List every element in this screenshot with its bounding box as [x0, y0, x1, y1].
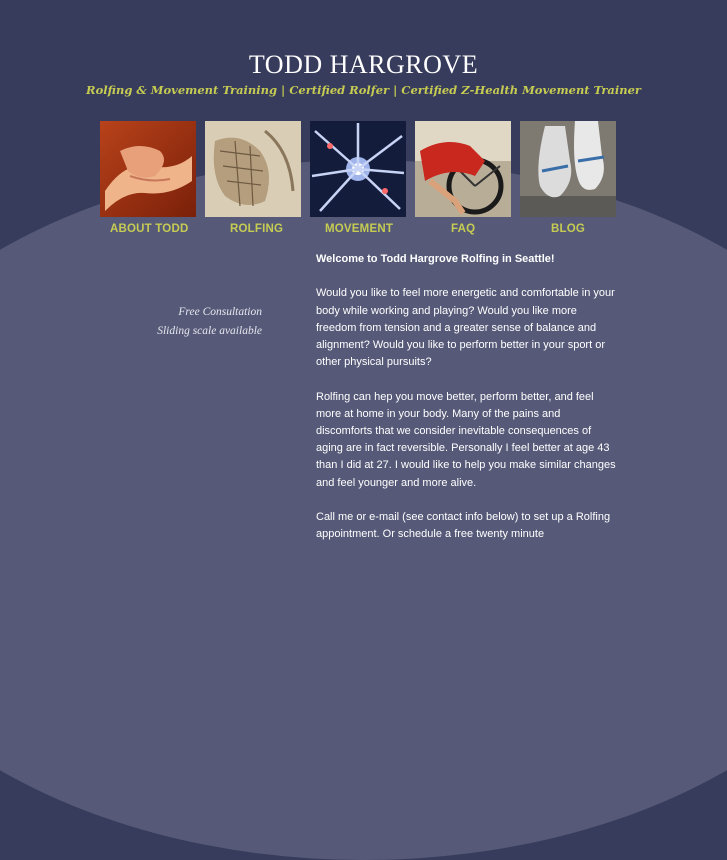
running-shoes-photo[interactable]	[520, 121, 616, 217]
nav-label[interactable]: FAQ	[451, 223, 476, 235]
neuron-illustration[interactable]	[310, 121, 406, 217]
nav-item-about-todd[interactable]	[100, 121, 196, 235]
cyclist-photo[interactable]	[415, 121, 511, 217]
main-content	[316, 251, 616, 543]
nav-label[interactable]: ROLFING	[230, 223, 284, 235]
nav-label[interactable]: ABOUT TODD	[110, 223, 189, 235]
nav-item-faq[interactable]	[415, 121, 511, 235]
rolfing-paragraph: Rolfing can hep you move better, perform better, and feel more at home in your body. Many of the pains and discomforts that we consider inevitable consequences of aging are in fact reversible. Personally I feel better at age 43 than I did at 27. I would like to help you make similar changes and feel younger and more alive.	[316, 390, 616, 489]
welcome-heading: Welcome to Todd Hargrove Rolfing in Seattle!	[316, 253, 555, 265]
nav-item-rolfing[interactable]	[205, 121, 301, 235]
intro-paragraph: Would you like to feel more energetic and comfortable in your body while working and playing? Would you like more freedom from tension and a greater sense of balance and alignment? Would you like to perform better in your sport or other physical pursuits?	[316, 287, 615, 369]
nav-item-blog[interactable]	[520, 121, 616, 235]
contact-paragraph: Call me or e-mail (see contact info below) to set up a Rolfing appointment. Or schedule a free twenty minute	[316, 511, 611, 541]
free-consultation-note: Free Consultation	[178, 306, 262, 318]
nav-label[interactable]: MOVEMENT	[325, 223, 394, 235]
nav-label[interactable]: BLOG	[551, 223, 586, 235]
hands-massage-photo[interactable]	[100, 121, 196, 217]
site-tagline: Rolfing & Movement Training | Certified Rolfer | Certified Z-Health Movement Trainer	[86, 83, 641, 97]
site-title[interactable]: TODD HARGROVE	[248, 50, 479, 79]
anatomy-sketch-image[interactable]	[205, 121, 301, 217]
sliding-scale-note: Sliding scale available	[157, 325, 262, 337]
main-nav	[100, 121, 620, 241]
nav-item-movement[interactable]	[310, 121, 406, 235]
